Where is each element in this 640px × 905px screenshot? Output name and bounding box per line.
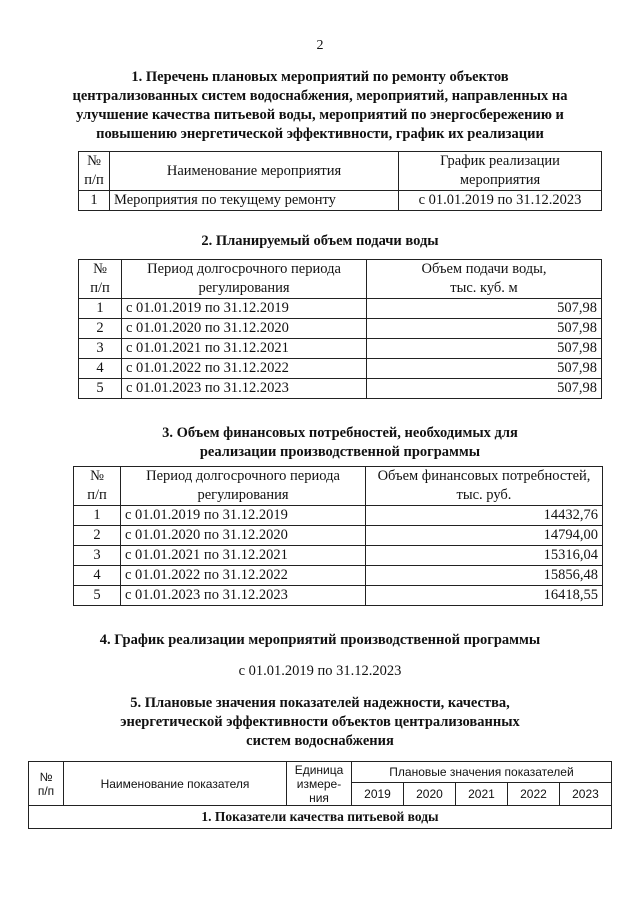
- header-volume: Объем подачи воды, тыс. куб. м: [367, 260, 602, 299]
- table-row: 2 с 01.01.2020 по 31.12.2020 14794,00: [74, 526, 603, 546]
- table-row: 5 с 01.01.2023 по 31.12.2023 507,98: [79, 379, 602, 399]
- header-unit: Единица измере- ния: [287, 762, 352, 806]
- section1-title: [0, 68, 640, 144]
- title-line: реализации производственной программы: [199, 444, 481, 460]
- header-name: Наименование показателя: [64, 762, 287, 806]
- table-row: 5 с 01.01.2023 по 31.12.2023 16418,55: [74, 586, 603, 606]
- header-period: Период долгосрочного периода регулирования: [121, 467, 366, 506]
- section4-title: 4. График реализации мероприятий производственной программы: [99, 632, 541, 648]
- finance-table: [73, 466, 603, 606]
- section4-period: с 01.01.2019 по 31.12.2023: [238, 663, 402, 679]
- header-planned: Плановые значения показателей: [352, 762, 612, 783]
- title-line: энергетической эффективности объектов централизованных: [120, 714, 520, 730]
- header-name: Наименование мероприятия: [110, 152, 399, 191]
- header-num: № п/п: [29, 762, 64, 806]
- activities-table: [78, 151, 602, 211]
- header-schedule: График реализации мероприятия: [399, 152, 602, 191]
- header-year: 2021: [455, 783, 507, 806]
- volume-table: [78, 259, 602, 399]
- title-line: систем водоснабжения: [246, 733, 394, 749]
- title-line: централизованных систем водоснабжения, мероприятий, направленных на: [72, 88, 568, 104]
- table-row: 2 с 01.01.2020 по 31.12.2020 507,98: [79, 319, 602, 339]
- title-line: улучшение качества питьевой воды, мероприятий по энергосбережению и: [76, 107, 564, 123]
- title-line: 1. Перечень плановых мероприятий по ремонту объектов: [131, 69, 509, 85]
- header-year: 2022: [507, 783, 559, 806]
- title-line: 3. Объем финансовых потребностей, необходимых для: [162, 425, 518, 441]
- table-row: 1 с 01.01.2019 по 31.12.2019 507,98: [79, 299, 602, 319]
- header-year: 2023: [559, 783, 611, 806]
- header-num: № п/п: [79, 152, 110, 191]
- indicators-table: [28, 761, 612, 829]
- header-num: № п/п: [74, 467, 121, 506]
- header-year: 2020: [403, 783, 455, 806]
- section2-title: 2. Планируемый объем подачи воды: [201, 233, 439, 249]
- section5-title: [0, 694, 640, 751]
- table-row: 4 с 01.01.2022 по 31.12.2022 507,98: [79, 359, 602, 379]
- page-number: 2: [316, 38, 324, 53]
- title-line: повышению энергетической эффективности, график их реализации: [96, 126, 544, 142]
- title-line: 5. Плановые значения показателей надежности, качества,: [130, 695, 510, 711]
- header-year: 2019: [352, 783, 404, 806]
- header-period: Период долгосрочного периода регулирования: [122, 260, 367, 299]
- table-row: 1 с 01.01.2019 по 31.12.2019 14432,76: [74, 506, 603, 526]
- table-row: 3 с 01.01.2021 по 31.12.2021 15316,04: [74, 546, 603, 566]
- header-num: № п/п: [79, 260, 122, 299]
- table-row: 3 с 01.01.2021 по 31.12.2021 507,98: [79, 339, 602, 359]
- section3-title: [40, 424, 640, 462]
- header-finance: Объем финансовых потребностей, тыс. руб.: [366, 467, 603, 506]
- subsection-title: 1. Показатели качества питьевой воды: [29, 806, 612, 829]
- table-row: 1 Мероприятия по текущему ремонту с 01.01.2019 по 31.12.2023: [79, 191, 602, 211]
- table-row: 4 с 01.01.2022 по 31.12.2022 15856,48: [74, 566, 603, 586]
